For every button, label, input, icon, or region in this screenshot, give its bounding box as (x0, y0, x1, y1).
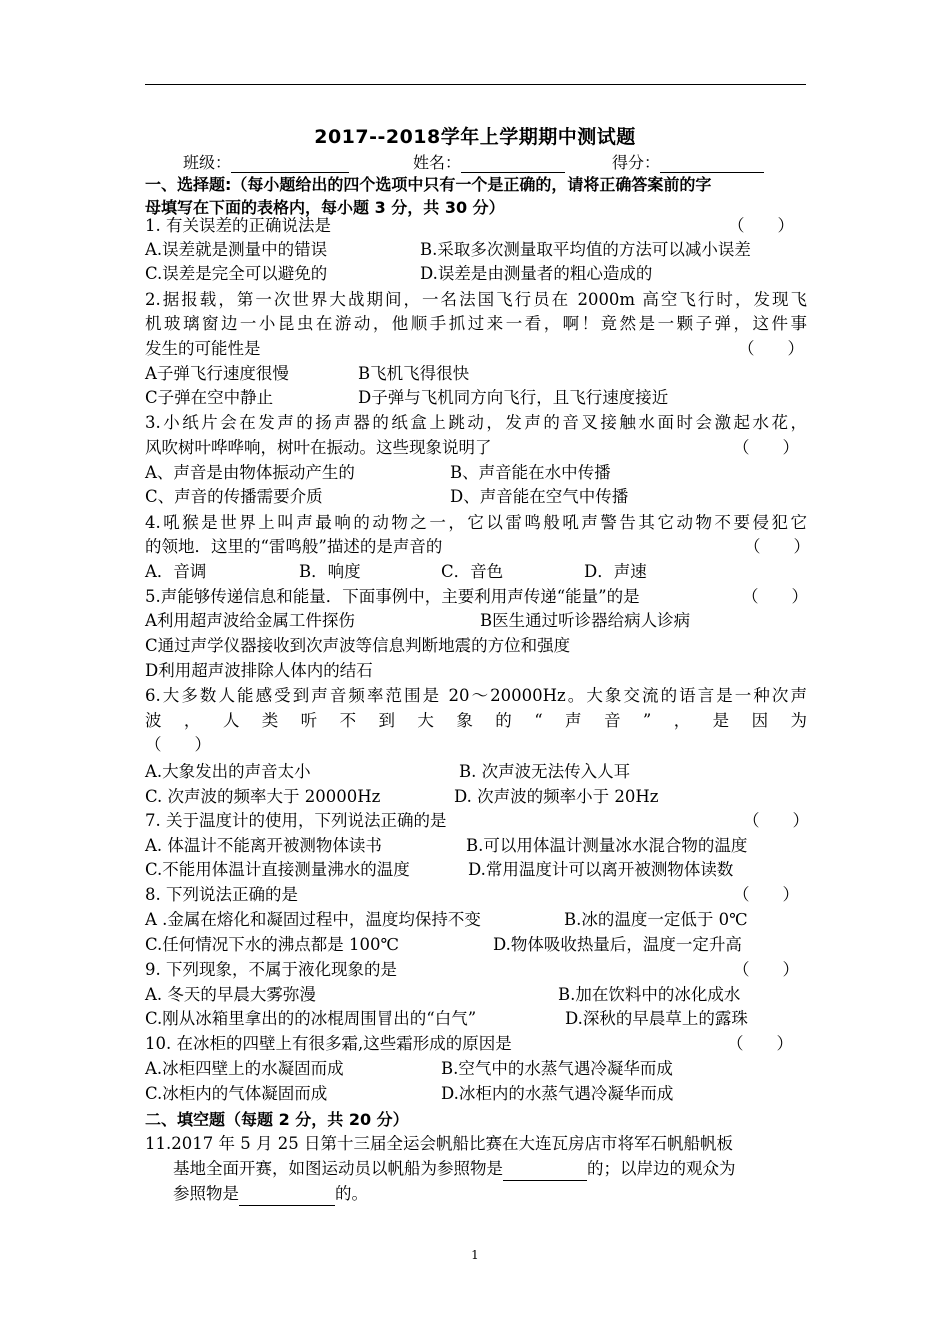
name-label: 姓名： (413, 153, 462, 172)
q7-option-d: D.常用温度计可以离开被测物体读数 (468, 860, 734, 879)
q1-option-a: A.误差就是测量中的错误 (145, 240, 328, 259)
answer-paren-3: （ ） (733, 438, 799, 457)
question-2-line2: 机玻璃窗边一小昆虫在游动，他顺手抓过来一看，啊！竟然是一颗子弹，这件事 (145, 314, 807, 333)
q3-option-a: A、声音是由物体振动产生的 (145, 463, 355, 482)
q1-option-c: C.误差是完全可以避免的 (145, 264, 328, 283)
class-field (183, 150, 349, 173)
q4-option-d: D．声速 (584, 562, 647, 581)
answer-paren-2: （ ） (738, 339, 804, 358)
q9-option-b: B.加在饮料中的冰化成水 (558, 985, 741, 1004)
answer-paren-4: （ ） (744, 537, 810, 556)
q4-option-a: A．音调 (145, 562, 207, 581)
question-6-line1: 6.大多数人能感受到声音频率范围是 20～20000Hz。大象交流的语言是一种次声 (145, 686, 807, 705)
q2-option-b: B飞机飞得很快 (358, 364, 470, 383)
q10-option-a: A.冰柜四壁上的水凝固而成 (145, 1059, 344, 1078)
answer-paren-5: （ ） (742, 587, 808, 606)
q9-option-a: A. 冬天的早晨大雾弥漫 (145, 985, 316, 1004)
score-blank[interactable] (660, 154, 764, 173)
q11-blank-1[interactable] (503, 1162, 587, 1181)
q8-option-a: A .金属在熔化和凝固过程中，温度均保持不变 (145, 910, 481, 929)
q11-line2-text-a: 基地全面开赛，如图运动员以帆船为参照物是 (173, 1159, 503, 1178)
q9-option-d: D.深秋的早晨草上的露珠 (565, 1009, 748, 1028)
answer-paren-10: （ ） (727, 1034, 793, 1053)
q10-option-c: C.冰柜内的气体凝固而成 (145, 1084, 328, 1103)
header-rule (145, 84, 806, 85)
q1-option-d: D.误差是由测量者的粗心造成的 (420, 264, 653, 283)
q1-option-b: B.采取多次测量取平均值的方法可以减小误差 (420, 240, 751, 259)
section1-heading-line1: 一、选择题:（每小题给出的四个选项中只有一个是正确的，请将正确答案前的字 (145, 175, 712, 194)
q5-option-d: D利用超声波排除人体内的结石 (145, 661, 373, 680)
q2-option-a: A子弹飞行速度很慢 (145, 364, 289, 383)
question-9: 9. 下列现象，不属于液化现象的是 (145, 960, 397, 979)
question-11-line3 (173, 1182, 368, 1206)
question-4-line1: 4.吼猴是世界上叫声最响的动物之一，它以雷鸣般吼声警告其它动物不要侵犯它 (145, 513, 807, 532)
q2-option-d: D子弹与飞机同方向飞行，且飞行速度接近 (358, 388, 669, 407)
q5-option-b: B医生通过听诊器给病人诊病 (480, 611, 691, 630)
q4-option-c: C．音色 (441, 562, 504, 581)
class-blank[interactable] (231, 154, 349, 173)
q11-line3-text-b: 的。 (335, 1184, 368, 1203)
question-8: 8. 下列说法正确的是 (145, 885, 298, 904)
question-1: 1. 有关误差的正确说法是 (145, 216, 331, 235)
exam-title: 2017--2018学年上学期期中测试题 (314, 126, 636, 148)
q7-option-b: B.可以用体温计测量冰水混合物的温度 (466, 836, 748, 855)
q7-option-a: A. 体温计不能离开被测物体读书 (145, 836, 382, 855)
question-5: 5.声能够传递信息和能量．下面事例中，主要利用声传递“能量”的是 (145, 587, 640, 606)
q3-option-b: B、声音能在水中传播 (450, 463, 611, 482)
question-6-line2: 波，人类听不到大象的“声音”，是因为 (145, 711, 807, 730)
q3-option-d: D、声音能在空气中传播 (450, 487, 629, 506)
name-blank[interactable] (461, 154, 565, 173)
answer-paren-9: （ ） (733, 960, 799, 979)
question-7: 7. 关于温度计的使用，下列说法正确的是 (145, 811, 447, 830)
q6-option-b: B. 次声波无法传入人耳 (459, 762, 631, 781)
score-field (612, 150, 764, 173)
question-11-line2 (173, 1157, 736, 1181)
q10-option-d: D.冰柜内的水蒸气遇冷凝华而成 (441, 1084, 674, 1103)
answer-paren-8: （ ） (733, 885, 799, 904)
question-3-line2: 风吹树叶哗哗响，树叶在振动。这些现象说明了 (145, 438, 492, 457)
q4-option-b: B．响度 (299, 562, 361, 581)
section1-heading-line2: 母填写在下面的表格内，每小题 3 分，共 30 分） (145, 198, 505, 217)
q6-option-d: D. 次声波的频率小于 20Hz (454, 787, 659, 806)
q8-option-b: B.冰的温度一定低于 0℃ (564, 910, 748, 929)
class-label: 班级： (183, 153, 232, 172)
q8-option-d: D.物体吸收热量后，温度一定升高 (493, 935, 742, 954)
question-10: 10. 在冰柜的四壁上有很多霜,这些霜形成的原因是 (145, 1034, 512, 1053)
score-label: 得分： (612, 153, 661, 172)
answer-paren-6: （ ） (145, 735, 211, 754)
q11-blank-2[interactable] (239, 1187, 335, 1206)
question-4-line2: 的领地．这里的“雷鸣般”描述的是声音的 (145, 537, 443, 556)
q11-line3-text-a: 参照物是 (173, 1184, 239, 1203)
question-11-line1: 11.2017 年 5 月 25 日第十三届全运会帆船比赛在大连瓦房店市将军石帆船帆板 (145, 1134, 733, 1153)
q10-option-b: B.空气中的水蒸气遇冷凝华而成 (441, 1059, 673, 1078)
q8-option-c: C.任何情况下水的沸点都是 100℃ (145, 935, 399, 954)
q9-option-c: C.刚从冰箱里拿出的的冰棍周围冒出的“白气” (145, 1009, 477, 1028)
q6-option-a: A.大象发出的声音太小 (145, 762, 311, 781)
answer-paren-7: （ ） (743, 811, 809, 830)
q7-option-c: C.不能用体温计直接测量沸水的温度 (145, 860, 410, 879)
page-number: 1 (471, 1248, 479, 1262)
q3-option-c: C、声音的传播需要介质 (145, 487, 323, 506)
question-2-line1: 2.据报载，第一次世界大战期间，一名法国飞行员在 2000m 高空飞行时，发现飞 (145, 290, 807, 309)
section2-heading: 二、填空题（每题 2 分，共 20 分） (145, 1110, 409, 1129)
name-field (413, 150, 565, 173)
q11-line2-text-b: 的；以岸边的观众为 (587, 1159, 736, 1178)
q5-option-c: C通过声学仪器接收到次声波等信息判断地震的方位和强度 (145, 636, 571, 655)
question-2-line3: 发生的可能性是 (145, 339, 261, 358)
question-3-line1: 3.小纸片会在发声的扬声器的纸盒上跳动，发声的音叉接触水面时会激起水花， (145, 413, 807, 432)
answer-paren-1: （ ） (728, 216, 794, 235)
q6-option-c: C. 次声波的频率大于 20000Hz (145, 787, 381, 806)
q5-option-a: A利用超声波给金属工件探伤 (145, 611, 355, 630)
q2-option-c: C子弹在空中静止 (145, 388, 274, 407)
